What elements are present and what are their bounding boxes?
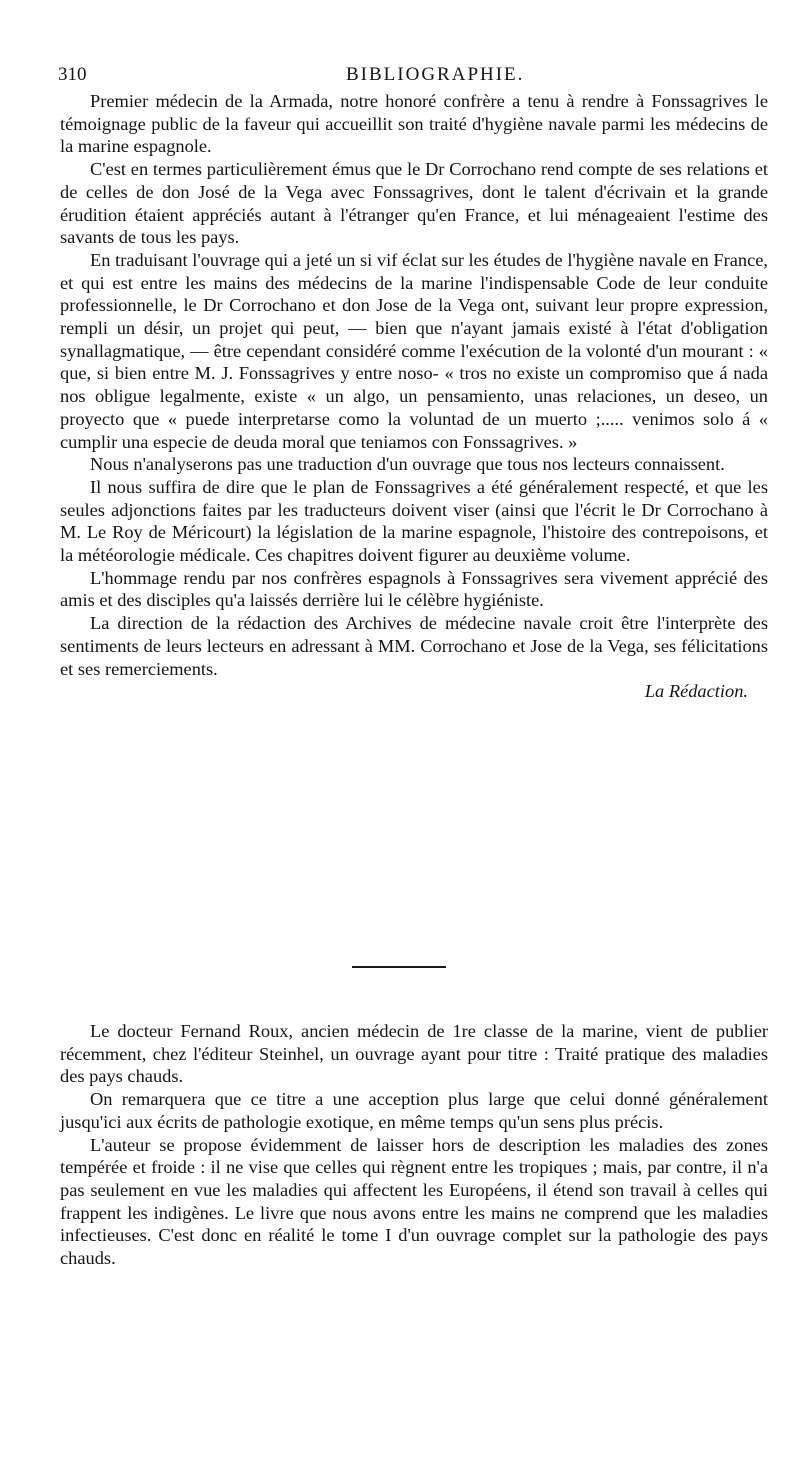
paragraph: On remarquera que ce titre a une acception plus large que celui donné généralement jusqu'ici aux écrits de pathologie exotique, en même temps qu'un sens plus précis. [60,1089,768,1132]
review-roux [60,1020,768,1270]
paragraph: En traduisant l'ouvrage qui a jeté un si vif éclat sur les études de l'hygiène navale en France, et qui est entre les mains des médecins de la marine l'indispensable Code de leur conduite professionnelle, le Dr Corrochano et don Jose de la Vega ont, suivant leur propre expression, rempli un désir, un projet qui peut, — bien que n'ayant jamais existé à l'état d'obligation synallagmatique, — être cependant considéré comme l'exécution de la volonté d'un mourant : « que, si bien entre M. J. Fonssagrives y entre noso- « tros no existe un compromiso que á nada nos obligue legalmente, existe « un algo, un pensamiento, unas relaciones, un deseo, un proyecto que « puede interpretarse como la voluntad de un muerto ;..... venimos solo á « cumplir una especie de deuda moral que teniamos con Fonssagrives. » [60,249,768,452]
paragraph: C'est en termes particulièrement émus que le Dr Corrochano rend compte de ses relations et de celles de don José de la Vega avec Fonssagrives, dont le talent d'écrivain et la grande érudition étaient appréciés autant à l'étranger qu'en France, et lui ménageaient l'estime des savants de tous les pays. [60,159,768,248]
page-number: 310 [58,64,87,85]
paragraph: L'hommage rendu par nos confrères espagnols à Fonssagrives sera vivement apprécié des amis et des disciples qu'a laissés derrière lui le célèbre hygiéniste. [60,567,768,611]
signature: La Rédaction. [644,681,748,702]
section-title: BIBLIOGRAPHIE. [346,64,525,85]
paragraph: Il nous suffira de dire que le plan de Fonssagrives a été généralement respecté, et que les seules adjonctions faites par les traducteurs doivent viser (ainsi que l'écrit le Dr Corrochano à M. Le Roy de Méricourt) la législation de la marine espagnole, l'histoire des contrepoisons, et la météorologie médicale. Ces chapitres doivent figurer au deuxième volume. [60,476,768,566]
section-divider [352,966,446,968]
running-head [58,64,768,90]
paragraph: La direction de la rédaction des Archives de médecine navale croit être l'interprète des sentiments de leurs lecteurs en adressant à MM. Corrochano et Jose de la Vega, ses félicitations et ses remerciements. [60,613,768,679]
review-corrochano [60,90,768,703]
paragraph: Premier médecin de la Armada, notre honoré confrère a tenu à rendre à Fonssagrives le témoignage public de la faveur qui accueillit son traité d'hygiène navale parmi les médecins de la marine espagnole. [60,91,768,157]
paragraph: Le docteur Fernand Roux, ancien médecin de 1re classe de la marine, vient de publier récemment, chez l'éditeur Steinhel, un ouvrage ayant pour titre : Traité pratique des maladies des pays chauds. [60,1021,768,1087]
paragraph: Nous n'analyserons pas une traduction d'un ouvrage que tous nos lecteurs connaissent. [90,454,725,475]
paragraph: L'auteur se propose évidemment de laisser hors de description les maladies des zones tempérée et froide : il ne vise que celles qui règnent entre les tropiques ; mais, par contre, il n'a pas seulement en vue les maladies qui affectent les Européens, il étend son travail à celles qui frappent les indigènes. Le livre que nous avons entre les mains ne comprend que les maladies infectieuses. C'est donc en réalité le tome I d'un ouvrage complet sur la pathologie des pays chauds. [60,1134,768,1269]
